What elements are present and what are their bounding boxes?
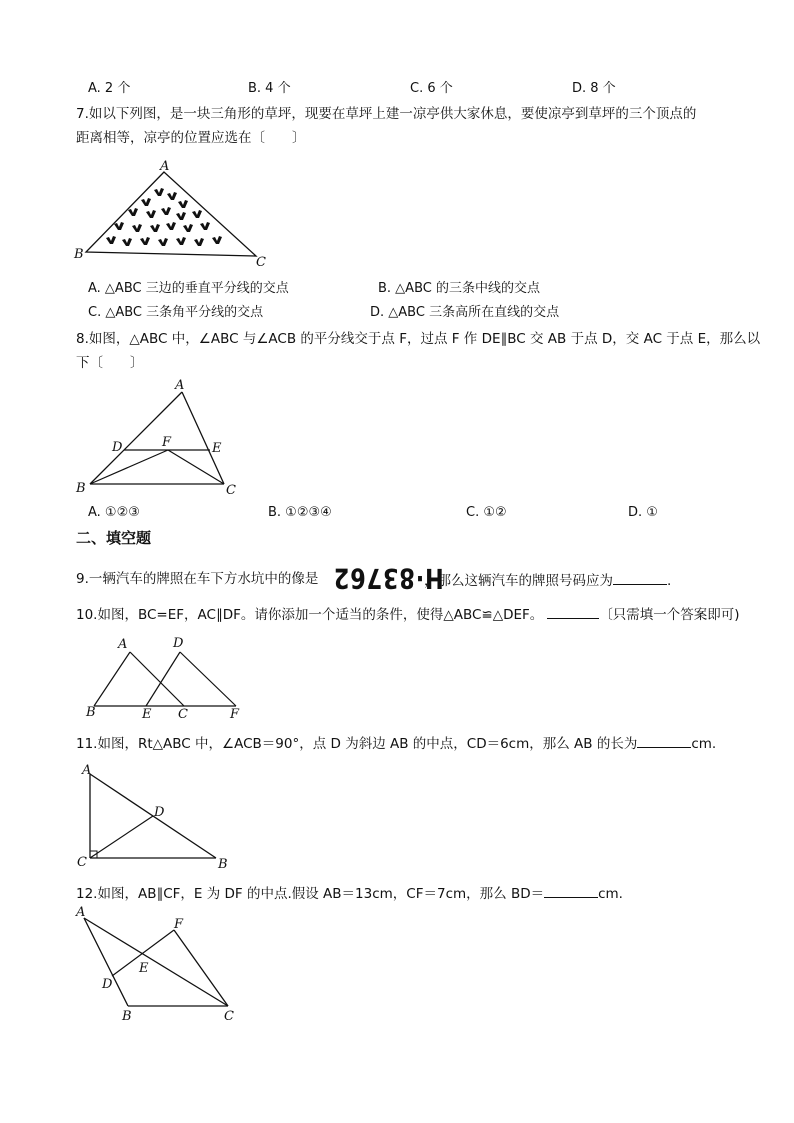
q12-label-b: B (122, 1009, 132, 1024)
q7-option-b: B. △ABC 的三条中线的交点 (378, 281, 540, 296)
q8-label-e: E (212, 441, 222, 456)
q7-option-a: A. △ABC 三边的垂直平分线的交点 (88, 281, 289, 296)
q8-label-b: B (76, 481, 86, 496)
q11-suffix: cm. (691, 736, 717, 752)
grass-pattern (106, 188, 222, 246)
q9-text-prefix: 9.一辆汽车的牌照在车下方水坑中的像是 (76, 571, 319, 587)
q6-option-c: C. 6 个 (410, 81, 453, 96)
q10-label-e: E (142, 707, 152, 722)
grass-tuft-row2 (128, 207, 202, 220)
q8-option-a: A. ①②③ (88, 505, 140, 520)
q12-figure (70, 906, 250, 1026)
q12-label-d: D (102, 977, 113, 992)
q8-label-a: A (175, 378, 185, 393)
q7-text-line2: 距离相等，凉亭的位置应选在〔 〕 (76, 130, 306, 146)
q12-label-c: C (224, 1009, 234, 1024)
q11-right-triangle-figure (72, 760, 242, 870)
q10-label-c: C (178, 707, 188, 722)
q6-option-b: B. 4 个 (248, 81, 291, 96)
q10-text-line (76, 604, 740, 624)
q8-triangle-figure (74, 376, 244, 500)
q8-label-f: F (162, 435, 172, 450)
q10-label-a: A (118, 637, 128, 652)
grass-tuft-row1 (141, 188, 188, 208)
q8-text-line1: 8.如图，△ABC 中，∠ABC 与∠ACB 的平分线交于点 F，过点 F 作 DE∥BC 交 AB 于点 D，交 AC 于点 E，那么以 (76, 331, 761, 347)
q9-answer-blank[interactable] (613, 570, 667, 585)
plate-text: H·83762 (333, 562, 444, 595)
q7-label-c: C (256, 255, 266, 270)
q6-option-d: D. 8 个 (572, 81, 616, 96)
q11-answer-blank[interactable] (637, 733, 691, 748)
q8-label-c: C (226, 483, 236, 498)
q11-text-line (76, 733, 716, 753)
q10-label-d: D (173, 636, 184, 651)
q12-label-f: F (174, 917, 184, 932)
q8-option-d: D. ① (628, 505, 658, 520)
q11-label-b: B (218, 857, 228, 872)
q11-label-a: A (82, 763, 92, 778)
q11-label-d: D (154, 805, 165, 820)
q8-option-c: C. ①② (466, 505, 507, 520)
q7-text-line1: 7.如以下列图，是一块三角形的草坪，现要在草坪上建一凉亭供大家休息，要使凉亭到草坪的三个顶点的 (76, 106, 697, 122)
q9-text-suffix: ，那么这辆汽车的牌照号码应为 (424, 573, 613, 589)
q9-answer-line (424, 570, 671, 590)
q10-answer-blank[interactable] (547, 604, 599, 619)
q9-text-end: . (667, 573, 672, 589)
q7-option-d: D. △ABC 三条高所在直线的交点 (370, 305, 560, 320)
q7-label-b: B (74, 247, 84, 262)
q10-triangles-figure (80, 634, 250, 724)
q7-triangle-figure (70, 160, 270, 270)
q10-label-f: F (230, 707, 240, 722)
q7-label-a: A (160, 159, 170, 174)
q12-suffix: cm. (598, 886, 623, 902)
q12-text: 12.如图，AB∥CF，E 为 DF 的中点.假设 AB＝13cm，CF＝7cm，那么 BD＝ (76, 886, 545, 902)
q7-option-c: C. △ABC 三条角平分线的交点 (88, 305, 264, 320)
q12-label-e: E (139, 961, 149, 976)
q8-text-line2: 下〔 〕 (76, 355, 144, 371)
q10-label-b: B (86, 705, 96, 720)
q10-text: 10.如图，BC=EF，AC∥DF。请你添加一个适当的条件，使得△ABC≌△DEF。 (76, 607, 544, 623)
section-heading-fill-blank: 二、填空题 (76, 529, 152, 547)
grass-tuft-row3 (114, 222, 210, 232)
q8-option-b: B. ①②③④ (268, 505, 332, 520)
q12-text-line (76, 883, 623, 903)
q11-text: 11.如图，Rt△ABC 中，∠ACB＝90°，点 D 为斜边 AB 的中点，CD＝6cm，那么 AB 的长为 (76, 736, 638, 752)
q12-answer-blank[interactable] (544, 883, 598, 898)
q6-option-a: A. 2 个 (88, 81, 131, 96)
q8-label-d: D (112, 440, 123, 455)
q12-label-a: A (76, 905, 86, 920)
grass-tuft-row4 (106, 236, 222, 246)
q11-label-c: C (77, 855, 87, 870)
q10-suffix: 〔只需填一个答案即可) (599, 607, 740, 623)
